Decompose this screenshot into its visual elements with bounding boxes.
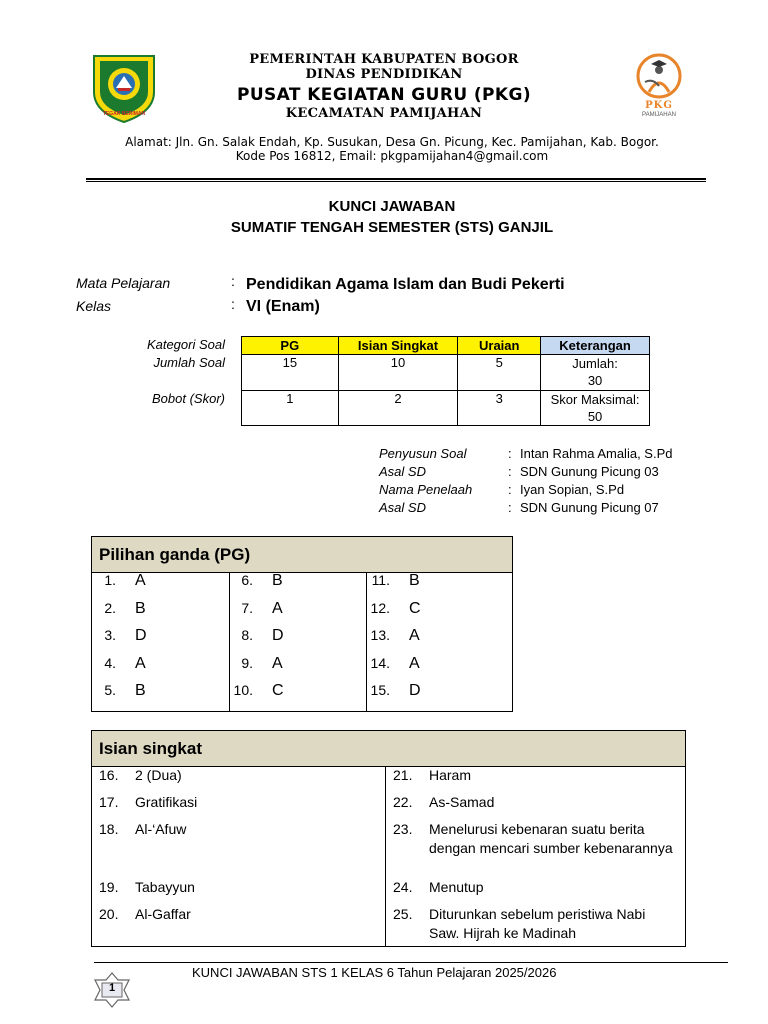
reviewer-value: Iyan Sopian, S.Pd [520,482,625,497]
header-department: DINAS PENDIDIKAN [305,67,463,82]
header-divider-thin [86,181,706,182]
reviewer-row [379,481,625,499]
pkg-logo-subtext: PAMIJAHAN [642,112,676,118]
isian-answer-text: Al-‘Afuw [135,821,187,837]
isian-answer-number: 22. [393,794,413,810]
pg-heading [91,536,513,573]
isian-answer-text: Diturunkan sebelum peristiwa Nabi Saw. Hijrah ke Madinah [429,906,646,941]
pg-answer-number: 11. [371,572,390,588]
isian-divider [385,766,386,946]
pg-answer-number: 8. [241,627,253,643]
isian-answer-number: 18. [99,821,119,837]
pg-answer-letter: A [135,655,146,672]
isian-answer-number: 19. [99,879,119,895]
pg-answer-letter: C [409,600,421,617]
isian-answer-number: 25. [393,906,413,922]
jumlah-pg: 15 [242,355,339,391]
pg-answer-letter: D [135,627,147,644]
document-title: KUNCI JAWABAN [328,198,456,215]
header-divider [86,178,706,180]
isian-answer-number: 24. [393,879,413,895]
header-uraian: Uraian [458,337,541,355]
subject-colon: : [231,273,235,289]
isian-answer-text: Haram [429,767,472,783]
reviewer-school-colon: : [508,500,512,515]
pg-answer-number: 4. [104,655,116,671]
pg-answer-item [366,682,502,709]
pg-answer-item [229,572,365,599]
isian-answer-text: As-Samad [429,794,495,810]
reviewer-label: Nama Penelaah [379,482,473,497]
page-number-badge [93,972,131,1008]
header-keterangan: Keterangan [541,337,650,355]
pg-answer-number: 9. [241,655,253,671]
pg-answer-letter: A [135,572,146,589]
pg-answer-number: 5. [104,682,116,698]
pg-answer-number: 2. [104,600,116,616]
header-pg: PG [242,337,339,355]
author-info [379,445,673,517]
pg-answer-item [92,655,228,682]
bobot-isian: 2 [338,391,458,426]
pg-answer-item [229,627,365,654]
isian-answer-text: Al-Gaffar [135,906,191,922]
pg-answer-number: 7. [241,600,253,616]
author-label: Penyusun Soal [379,446,467,461]
header-organization: PUSAT KEGIATAN GURU (PKG) [236,85,532,105]
bobot-uraian: 3 [458,391,541,426]
pg-answer-item [229,600,365,627]
pg-answer-item [92,627,228,654]
isian-answer-text: Tabayyun [135,879,195,895]
isian-answer-number: 16. [99,767,119,783]
page-number: 1 [108,982,116,994]
isian-heading [91,730,686,767]
bobot-keterangan [541,391,650,426]
pg-answer-letter: A [272,600,283,617]
isian-answer-number: 21. [393,767,413,783]
header-contact: Kode Pos 16812, Email: pkgpamijahan4@gmail.com [235,149,549,163]
pg-answer-letter: A [409,627,420,644]
header-address: Alamat: Jln. Gn. Salak Endah, Kp. Susukan, Desa Gn. Picung, Kec. Pamijahan, Kab. Bogor. [125,135,659,149]
isian-answer-text: Gratifikasi [135,794,198,810]
pg-answer-item [366,655,502,682]
pg-answer-letter: D [272,627,284,644]
author-school-row [379,463,659,481]
pg-answer-number: 12. [370,600,390,616]
author-school-value: SDN Gunung Picung 03 [520,464,659,479]
pg-answer-item [92,682,228,709]
class-label: Kelas [76,298,112,314]
pg-answer-letter: B [409,572,420,589]
reviewer-colon: : [508,482,512,497]
pg-answer-letter: B [135,682,146,699]
pg-answer-item [92,572,228,599]
jumlah-keterangan [541,355,650,391]
jumlah-uraian: 5 [458,355,541,391]
bobot-pg: 1 [242,391,339,426]
pg-answer-number: 1. [104,572,116,588]
header-government: PEMERINTAH KABUPATEN BOGOR [249,52,519,67]
pg-answer-item [92,600,228,627]
class-colon: : [231,296,235,312]
isian-answer-text: Menelurusi kebenaran suatu berita dengan mencari sumber kebenarannya [429,821,673,856]
isian-answer-text: 2 (Dua) [135,767,182,783]
pg-answer-letter: A [272,655,283,672]
author-colon: : [508,446,512,461]
subject-label: Mata Pelajaran [76,275,171,291]
author-row [379,445,673,463]
pg-answer-number: 10. [233,682,253,698]
pg-answer-letter: B [135,600,146,617]
isian-heading-text: Isian singkat [99,739,202,758]
isian-answer-number: 20. [99,906,119,922]
isian-answer-number: 23. [393,821,413,837]
jumlah-keterangan-value: 30 [587,373,603,388]
pg-answer-letter: C [272,682,284,699]
isian-answer-number: 17. [99,794,119,810]
scoring-table [241,336,650,426]
pg-answer-number: 14. [370,655,390,671]
bobot-keterangan-value: 50 [587,409,603,424]
pg-answer-number: 6. [241,572,253,588]
author-school-colon: : [508,464,512,479]
left-logo-motto: TEGAR BERIMAN [102,111,146,117]
pg-answer-item [366,627,502,654]
pg-answer-item [366,600,502,627]
isian-answer-grid [91,766,686,947]
jumlah-isian: 10 [338,355,458,391]
document-subtitle: SUMATIF TENGAH SEMESTER (STS) GANJIL [230,219,554,236]
author-value: Intan Rahma Amalia, S.Pd [520,446,673,461]
pg-answer-letter: B [272,572,283,589]
kategori-label: Kategori Soal [146,337,225,352]
subject-value: Pendidikan Agama Islam dan Budi Pekerti [246,276,565,293]
footer-text: KUNCI JAWABAN STS 1 KELAS 6 Tahun Pelajaran 2025/2026 [192,965,557,980]
pg-answer-item [366,572,502,599]
bobot-label: Bobot (Skor) [152,391,225,406]
pg-answer-item [229,682,365,709]
class-value: VI (Enam) [246,298,320,315]
jumlah-keterangan-label: Jumlah: [572,356,618,371]
reviewer-school-label: Asal SD [379,500,426,515]
pg-heading-text: Pilihan ganda (PG) [99,545,251,564]
pg-answer-number: 15. [370,682,390,698]
pg-answer-letter: A [409,655,420,672]
pg-answer-grid [91,572,513,712]
reviewer-school-row [379,499,659,517]
pg-answer-letter: D [409,682,421,699]
author-school-label: Asal SD [379,464,426,479]
pg-answer-number: 3. [104,627,116,643]
header-district: KECAMATAN PAMIJAHAN [285,106,483,121]
reviewer-school-value: SDN Gunung Picung 07 [520,500,659,515]
pkg-logo-text: PKG [645,100,673,111]
jumlah-label: Jumlah Soal [153,355,225,370]
pg-answer-number: 13. [370,627,390,643]
footer-rule [94,962,728,963]
isian-answer-text: Menutup [429,879,484,895]
bobot-keterangan-label: Skor Maksimal: [550,392,640,407]
pg-answer-item [229,655,365,682]
header-isian-singkat: Isian Singkat [338,337,458,355]
